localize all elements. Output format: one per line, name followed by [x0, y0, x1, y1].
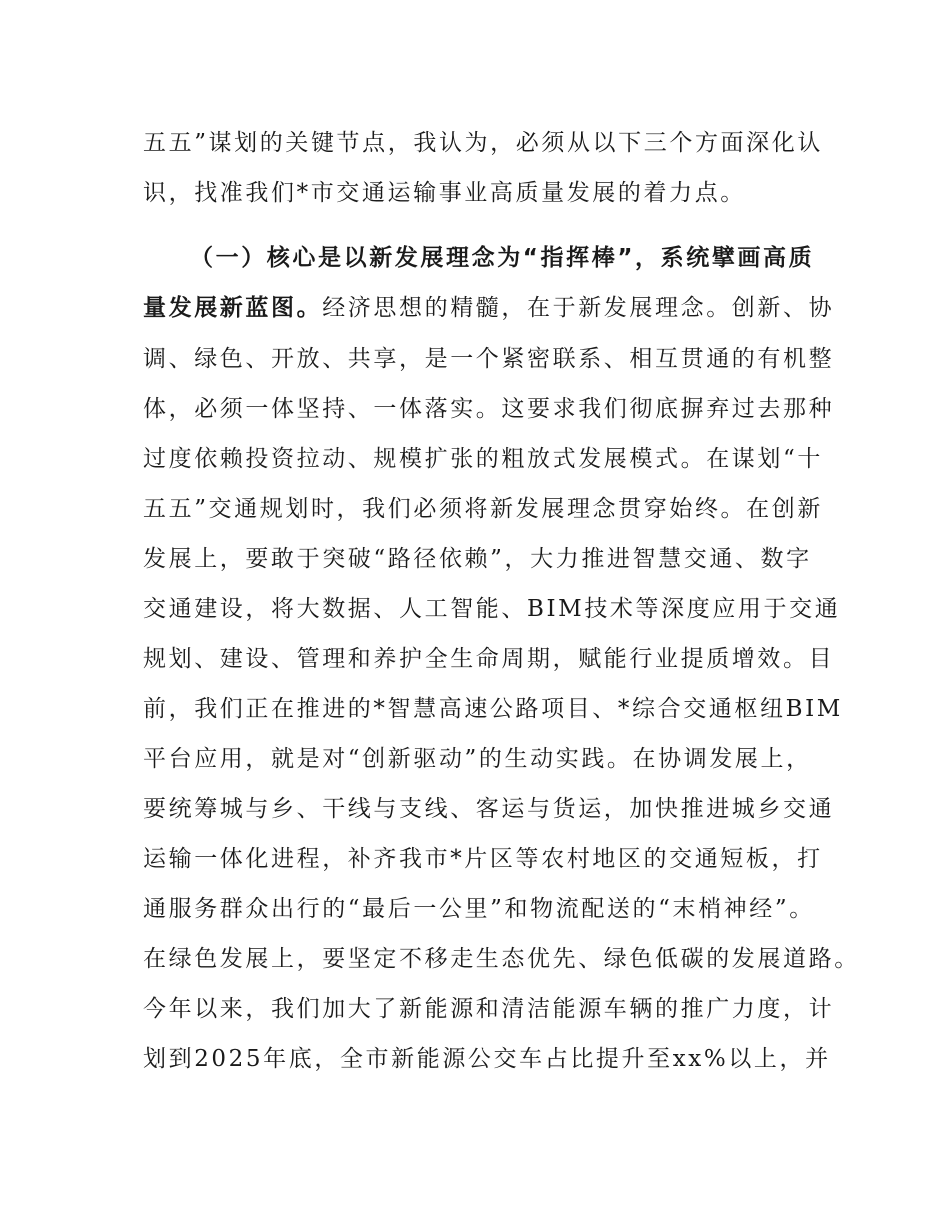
intro-line-2: 识，找准我们*市交通运输事业高质量发展的着力点。	[143, 180, 746, 206]
section-heading-line-2: 量发展新蓝图。	[143, 295, 323, 321]
body-line: 平台应用，就是对“创新驱动”的生动实践。在协调发展上，	[143, 746, 812, 772]
section-body-line-2-rest: 经济思想的精髓，在于新发展理念。创新、协	[322, 295, 835, 321]
body-line: 前，我们正在推进的*智慧高速公路项目、*综合交通枢纽BIM	[143, 696, 843, 722]
body-line: 今年以来，我们加大了新能源和清洁能源车辆的推广力度，计	[143, 996, 835, 1022]
body-line: 调、绿色、开放、共享，是一个紧密联系、相互贯通的有机整	[143, 346, 835, 372]
body-line: 体，必须一体坚持、一体落实。这要求我们彻底摒弃过去那种	[143, 396, 835, 422]
body-line: 五五”交通规划时，我们必须将新发展理念贯穿始终。在创新	[143, 496, 823, 522]
section-heading-line-1: （一）核心是以新发展理念为“指挥棒”，系统擘画高质	[190, 245, 815, 271]
body-line: 交通建设，将大数据、人工智能、BIM技术等深度应用于交通	[143, 596, 841, 622]
body-line: 划到2025年底，全市新能源公交车占比提升至xx%以上，并	[143, 1046, 831, 1072]
body-line: 运输一体化进程，补齐我市*片区等农村地区的交通短板，打	[143, 846, 823, 872]
intro-line-1: 五五”谋划的关键节点，我认为，必须从以下三个方面深化认	[143, 130, 823, 156]
body-line: 要统筹城与乡、干线与支线、客运与货运，加快推进城乡交通	[143, 796, 835, 822]
body-line: 在绿色发展上，要坚定不移走生态优先、绿色低碳的发展道路。	[143, 946, 860, 972]
body-line: 发展上，要敢于突破“路径依赖”，大力推进智慧交通、数字	[143, 546, 812, 572]
section-line-2	[143, 293, 834, 323]
body-line: 过度依赖投资拉动、规模扩张的粗放式发展模式。在谋划“十	[143, 446, 823, 472]
body-line: 规划、建设、管理和养护全生命周期，赋能行业提质增效。目	[143, 646, 835, 672]
body-line: 通服务群众出行的“最后一公里”和物流配送的“末梢神经”。	[143, 896, 815, 922]
